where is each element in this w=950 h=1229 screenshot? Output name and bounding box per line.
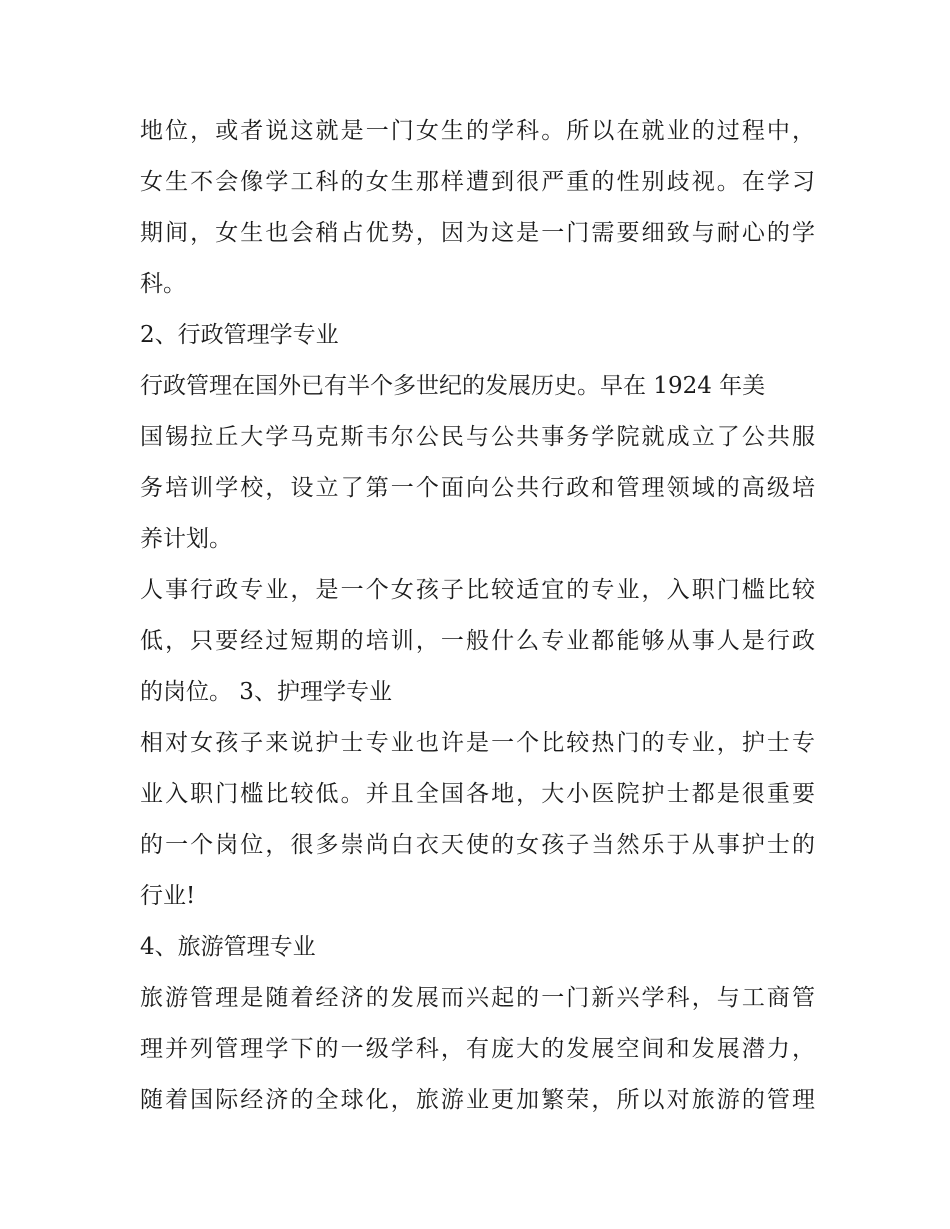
text-line-2: 女生不会像学工科的女生那样遭到很严重的性别歧视。在学习 — [140, 169, 815, 195]
text-line-15: 的一个岗位，很多崇尚白衣天使的女孩子当然乐于从事护士的 — [140, 832, 815, 858]
text-line-11: 低，只要经过短期的培训，一般什么专业都能够从事人是行政 — [140, 628, 815, 654]
text-line-14: 业入职门槛比较低。并且全国各地，大小医院护士都是很重要 — [140, 781, 815, 807]
text-line-1: 地位，或者说这就是一门女生的学科。所以在就业的过程中， — [140, 118, 815, 144]
section-heading-4: 4、旅游管理专业 — [140, 934, 316, 960]
text-line-12: 的岗位。 3、护理学专业 — [140, 679, 392, 705]
text-line-18: 旅游管理是随着经济的发展而兴起的一门新兴学科，与工商管 — [140, 985, 815, 1011]
text-line-16: 行业! — [140, 883, 196, 909]
text-line-13: 相对女孩子来说护士专业也许是一个比较热门的专业，护士专 — [140, 730, 815, 756]
text-line-9: 养计划。 — [140, 526, 232, 552]
text-line-10: 人事行政专业，是一个女孩子比较适宜的专业，入职门槛比较 — [140, 577, 815, 603]
text-line-4: 科。 — [140, 271, 186, 297]
text-line-20: 随着国际经济的全球化，旅游业更加繁荣，所以对旅游的管理 — [140, 1087, 815, 1113]
document-page — [140, 106, 815, 1126]
text-line-8: 务培训学校，设立了第一个面向公共行政和管理领域的高级培 — [140, 475, 815, 501]
text-line-7: 国锡拉丘大学马克斯韦尔公民与公共事务学院就成立了公共服 — [140, 424, 815, 450]
text-line-6: 行政管理在国外已有半个多世纪的发展历史。早在 1924 年美 — [140, 373, 766, 399]
text-line-19: 理并列管理学下的一级学科，有庞大的发展空间和发展潜力， — [140, 1036, 815, 1062]
text-line-3: 期间，女生也会稍占优势，因为这是一门需要细致与耐心的学 — [140, 220, 815, 246]
section-heading-2: 2、行政管理学专业 — [140, 322, 339, 348]
